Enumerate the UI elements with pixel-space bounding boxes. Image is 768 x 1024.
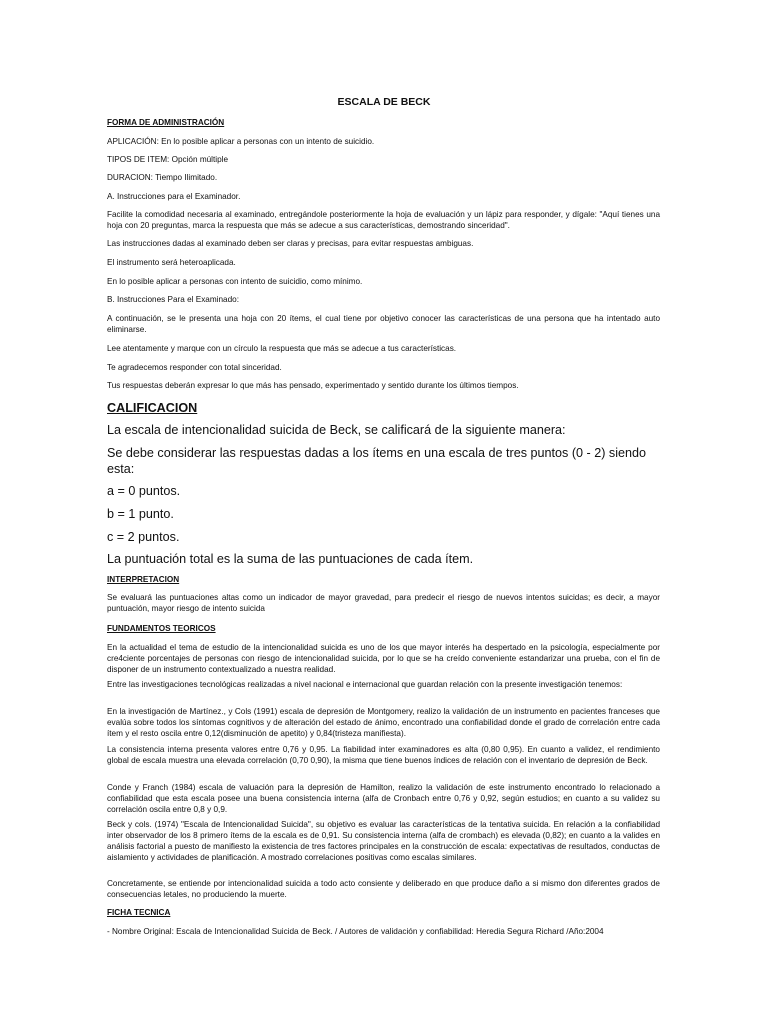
- paragraph-fundamentos-6: Beck y cols. (1974) "Escala de Intencionalidad Suicida", su objetivo es evaluar las características de la tentativa suicida. En relación a la confiabilidad inter observador de los 8 primero ítems de la escala es de 0,91. Su consistencia interna (alfa de crombach) es elevada (0,82); en cuanto a la valides en análisis factorial a puesto de manifiesto la existencia de tres factores principales en la construcción de escala: expectativas de resultados, conductas de aislamiento y actividades de planificación. A mostrado correlaciones positivas como escalas similares.: [107, 820, 660, 862]
- paragraph-interpretacion: Se evaluará las puntuaciones altas como un indicador de mayor gravedad, para predecir el riesgo de nuevos intentos suicidas; es decir, a mayor puntuación, mayor riesgo de intento suicida: [107, 593, 660, 613]
- paragraph-instrucciones-claras: Las instrucciones dadas al examinado deben ser claras y precisas, para evitar respuestas ambiguas.: [107, 239, 474, 248]
- document-title: ESCALA DE BECK: [337, 96, 431, 108]
- paragraph-lee-atentamente: Lee atentamente y marque con un círculo la respuesta que más se adecue a tus características.: [107, 344, 457, 353]
- paragraph-fundamentos-2: Entre las investigaciones tecnológicas realizadas a nivel nacional e internacional que guardan relación con la presente investigación tenemos:: [107, 680, 623, 689]
- paragraph-agradecemos: Te agradecemos responder con total sinceridad.: [107, 363, 282, 372]
- ficha-tecnica-heading: FICHA TECNICA: [107, 908, 171, 917]
- calificacion-total: La puntuación total es la suma de las puntuaciones de cada ítem.: [107, 552, 474, 566]
- forma-administracion-heading: FORMA DE ADMINISTRACIÓN: [107, 118, 225, 127]
- paragraph-ficha-tecnica: - Nombre Original: Escala de Intencionalidad Suicida de Beck. / Autores de validación y confiabilidad: Heredia Segura Richard /Año:2004: [107, 927, 604, 936]
- interpretacion-heading: INTERPRETACION: [107, 575, 180, 584]
- calificacion-intro: La escala de intencionalidad suicida de Beck, se calificará de la siguiente manera:: [107, 423, 566, 437]
- fundamentos-heading: FUNDAMENTOS TEORICOS: [107, 624, 216, 633]
- paragraph-fundamentos-5: Conde y Franch (1984) escala de valuación para la depresión de Hamilton, realizo la validación de este instrumento encontrado lo relacionado a confiabilidad que esta escala posee una buena consistencia interna (alfa de Cronbach entre 0,76 y 0,92, según estudios; en cuanto a su validez su correlación oscila entre 0,8 y 0,9.: [107, 783, 660, 814]
- paragraph-fundamentos-3: En la investigación de Martínez., y Cols (1991) escala de depresión de Montgomery, realizo la validación de un instrumento en pacientes franceses que evalúa sobre todos los síntomas cognitivos y de alteración del estado de ánimo, encontrado una confiabilidad donde el grado de correlación entre cada ítem y el resto oscila entre 0,12(disminución de apetito) y 0,84(tristeza manifiesta).: [107, 707, 660, 738]
- calificacion-c: c = 2 puntos.: [107, 530, 180, 544]
- paragraph-facilite: Facilite la comodidad necesaria al examinado, entregándole posteriormente la hoja de evaluación y un lápiz para responder, y dígale: "Aquí tienes una hoja con 20 preguntas, marca la respuesta que más se adecue a sus características, demostrando sinceridad".: [107, 210, 660, 230]
- calificacion-escala: Se debe considerar las respuestas dadas a los ítems en una escala de tres puntos (0 - 2) siendo esta:: [107, 446, 647, 476]
- calificacion-a: a = 0 puntos.: [107, 484, 181, 498]
- tipos-item-line: TIPOS DE ITEM: Opción múltiple: [107, 155, 229, 164]
- instrucciones-examinador-heading: A. Instrucciones para el Examinador.: [107, 192, 241, 201]
- paragraph-aplicar-minimo: En lo posible aplicar a personas con intento de suicidio, como mínimo.: [107, 277, 363, 286]
- paragraph-heteroaplicada: El instrumento será heteroaplicada.: [107, 258, 236, 267]
- paragraph-fundamentos-7: Concretamente, se entiende por intencionalidad suicida a todo acto consiente y deliberado en que produce daño a si mismo don diferentes grados de consecuencias letales, no produciendo la muerte.: [107, 879, 660, 899]
- paragraph-fundamentos-4: La consistencia interna presenta valores entre 0,76 y 0,95. La fiabilidad inter examinadores es alta (0,80 0,95). En cuanto a validez, el rendimiento global de escala muestra una elevada correlación (0,70 0,90), la misma que tiene buenos índices de relación con el inventario de depresión de Beck.: [107, 745, 660, 765]
- paragraph-fundamentos-1: En la actualidad el tema de estudio de la intencionalidad suicida es uno de los que mayor interés ha despertado en la psicología, especialmente por cre4ciente porcentajes de personas con riesgo de intencionalidad suicida, por lo que se ha creído conveniente estandarizar una prueba, con el fin de disponer de un instrumento contextualizado a nuestra realidad.: [107, 643, 660, 674]
- calificacion-heading: CALIFICACION: [107, 401, 198, 415]
- duracion-line: DURACION: Tiempo Ilimitado.: [107, 173, 218, 182]
- instrucciones-examinado-heading: B. Instrucciones Para el Examinado:: [107, 295, 239, 304]
- paragraph-continuacion: A continuación, se le presenta una hoja con 20 ítems, el cual tiene por objetivo conocer las características de una persona que ha intentado auto eliminarse.: [107, 314, 660, 334]
- aplicacion-line: APLICACIÓN: En lo posible aplicar a personas con un intento de suicidio.: [107, 137, 375, 146]
- paragraph-tus-respuestas: Tus respuestas deberán expresar lo que más has pensado, experimentado y sentido durante los últimos tiempos.: [107, 381, 519, 390]
- calificacion-b: b = 1 punto.: [107, 507, 174, 521]
